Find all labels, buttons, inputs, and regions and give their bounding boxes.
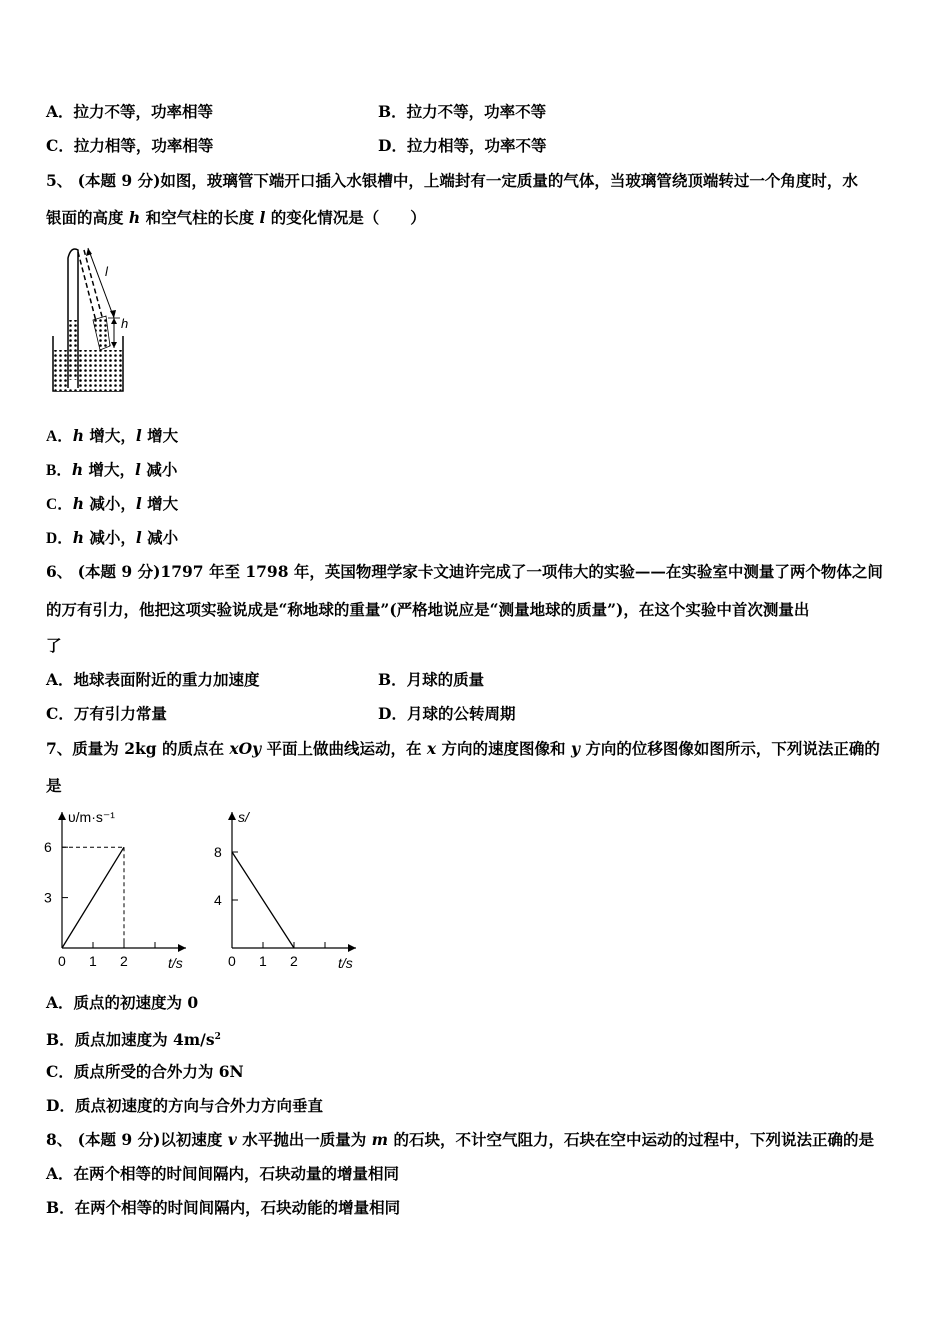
q5-option-d: D．h 减小，l 减小 — [46, 528, 179, 547]
s-xlabel: t/s — [338, 955, 353, 971]
s-ytick-label: 8 — [214, 844, 222, 860]
q7-option-d: D．质点初速度的方向与合外力方向垂直 — [46, 1096, 323, 1115]
q6-option-c: C．万有引力常量 — [46, 704, 167, 723]
displacement-time-chart — [210, 800, 370, 980]
q5-stem-line1: 5、 (本题 9 分)如图，玻璃管下端开口插入水银槽中，上端封有一定质量的气体，当玻璃管绕顶端转过一个角度时，水 — [46, 171, 858, 190]
mercury-tube-figure — [48, 238, 148, 398]
q5-option-c: C．h 减小，l 增大 — [46, 494, 179, 513]
q7-option-c: C．质点所受的合外力为 6N — [46, 1062, 244, 1081]
q4-option-a: A．拉力不等，功率相等 — [46, 102, 214, 121]
s-series-line — [232, 852, 294, 948]
q7-option-b: B．质点加速度为 $4m/s^2$ — [46, 1030, 221, 1050]
q4-option-b: B．拉力不等，功率不等 — [378, 102, 547, 121]
s-xtick-label: 1 — [259, 953, 267, 969]
s-y-arrow — [228, 812, 236, 820]
v-xtick-label: 1 — [89, 953, 97, 969]
q5-option-a: A．h 增大，l 增大 — [46, 426, 179, 445]
q6-stem-line1: 6、 (本题 9 分)1797 年至 1798 年，英国物理学家卡文迪许完成了一项伟大的实验——在实验室中测量了两个物体之间 — [46, 562, 883, 581]
q8-option-a: A．在两个相等的时间间隔内，石块动量的增量相同 — [46, 1164, 400, 1183]
v-ytick-label: 6 — [44, 839, 52, 856]
v-xtick-label: 2 — [120, 953, 128, 969]
q6-option-b: B．月球的质量 — [378, 670, 485, 689]
s-x-arrow — [348, 944, 356, 952]
q6-option-d: D．月球的公转周期 — [378, 704, 516, 723]
q6-stem-line3: 了 — [46, 636, 62, 655]
v-series-line — [62, 847, 124, 948]
q5-option-b: B．h 增大，l 减小 — [46, 460, 178, 479]
q7-stem-line1: 7、质量为 2kg 的质点在 xOy 平面上做曲线运动，在 x 方向的速度图像和 y 方向的位移图像如图所示，下列说法正确的 — [46, 739, 880, 758]
q4-option-d: D．拉力相等，功率不等 — [378, 136, 547, 155]
v-xtick-label: 0 — [58, 953, 66, 969]
s-xtick-label: 2 — [290, 953, 298, 969]
v-xlabel: t/s — [168, 955, 183, 971]
q7-stem-line2: 是 — [46, 776, 62, 795]
velocity-time-chart — [40, 800, 200, 980]
s-ytick-label: 4 — [214, 892, 222, 908]
v-ytick-label: 3 — [44, 889, 52, 906]
q6-stem-line2: 的万有引力，他把这项实验说成是“称地球的重量”(严格地说应是“测量地球的质量”)，在这个实验中首次测量出 — [46, 600, 810, 619]
s-ylabel: s/ — [238, 809, 249, 825]
v-y-arrow — [58, 812, 66, 820]
s-xtick-label: 0 — [228, 953, 236, 969]
q5-stem-line2: 银面的高度 h 和空气柱的长度 l 的变化情况是（ ） — [46, 208, 426, 227]
v-ylabel: υ/m·s⁻¹ — [68, 809, 115, 825]
q4-option-c: C．拉力相等，功率相等 — [46, 136, 214, 155]
q6-option-a: A．地球表面附近的重力加速度 — [46, 670, 260, 689]
fig-label-l: l — [105, 264, 108, 279]
fig-label-h: h — [121, 316, 129, 331]
v-x-arrow — [178, 944, 186, 952]
q8-stem: 8、 (本题 9 分)以初速度 v 水平抛出一质量为 m 的石块，不计空气阻力，石块在空中运动的过程中，下列说法正确的是 — [46, 1130, 874, 1149]
q8-option-b: B．在两个相等的时间间隔内，石块动能的增量相同 — [46, 1198, 401, 1217]
q7-option-a: A．质点的初速度为 0 — [46, 993, 199, 1012]
